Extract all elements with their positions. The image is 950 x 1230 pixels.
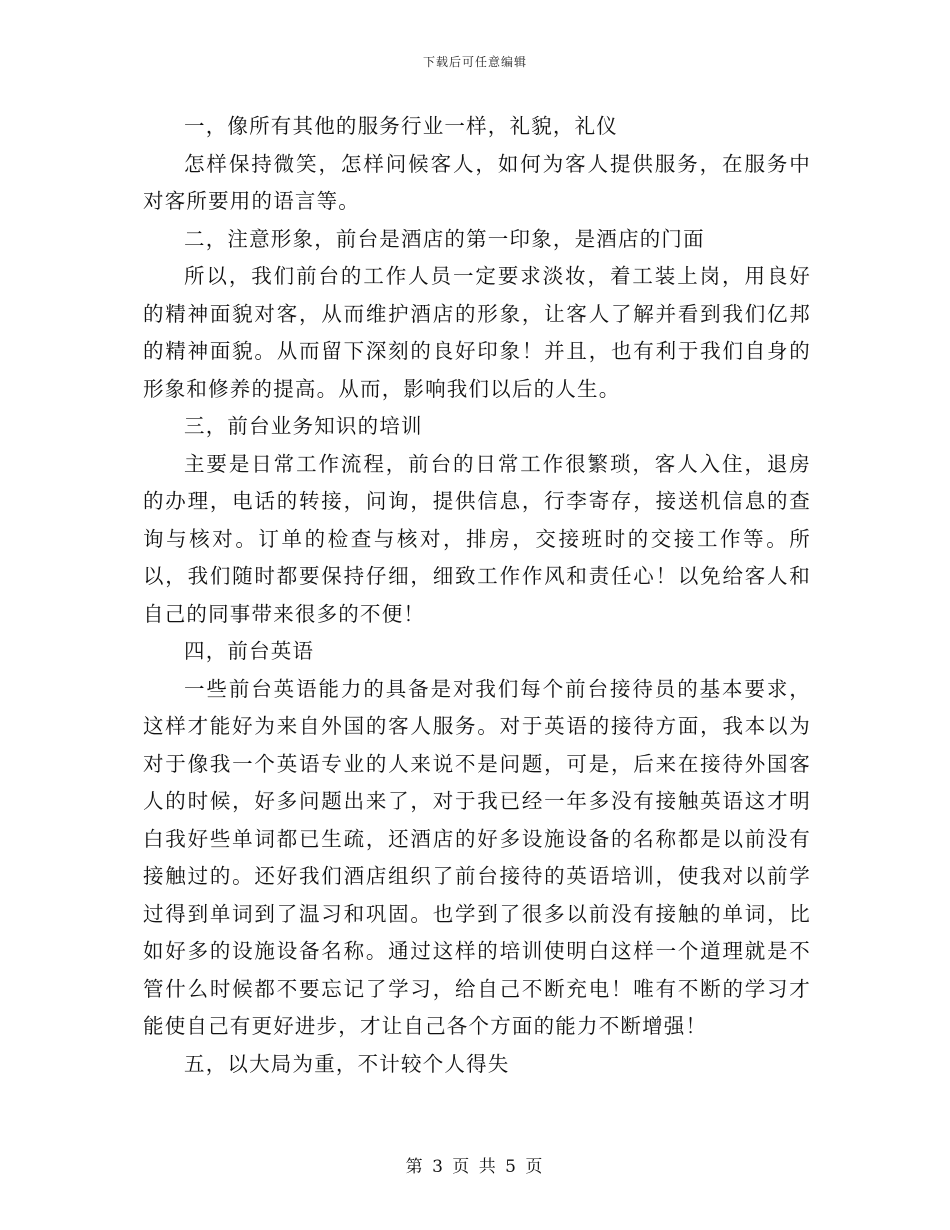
- paragraph: 所以，我们前台的工作人员一定要求淡妆，着工装上岗，用良好的精神面貌对客，从而维护酒店的形象，让客人了解并看到我们亿邦的精神面貌。从而留下深刻的良好印象！并且，也有利于我们自身的形象和修养的提高。从而，影响我们以后的人生。: [143, 264, 811, 401]
- section-heading-2: 二，注意形象，前台是酒店的第一印象，是酒店的门面: [184, 226, 705, 251]
- page-header: 下载后可任意编辑: [422, 55, 527, 69]
- page-footer: 第 3 页 共 5 页: [405, 1157, 545, 1177]
- section-heading-1: 一，像所有其他的服务行业一样，礼貌，礼仪: [184, 114, 618, 138]
- section-heading-5: 五，以大局为重，不计较个人得失: [184, 1051, 510, 1076]
- section-heading-4: 四，前台英语: [184, 639, 315, 663]
- document-body: [143, 108, 811, 1083]
- paragraph: 一些前台英语能力的具备是对我们每个前台接待员的基本要求，这样才能好为来自外国的客人服务。对于英语的接待方面，我本以为对于像我一个英语专业的人来说不是问题，可是，后来在接待外国客人的时候，好多问题出来了，对于我已经一年多没有接触英语这才明白我好些单词都已生疏，还酒店的好多设施设备的名称都是以前没有接触过的。还好我们酒店组织了前台接待的英语培训，使我对以前学过得到单词到了温习和巩固。也学到了很多以前没有接触的单词，比如好多的设施设备名称。通过这样的培训使明白这样一个道理就是不管什么时候都不要忘记了学习，给自己不断充电！唯有不断的学习才能使自己有更好进步，才让自己各个方面的能力不断增强！: [143, 676, 811, 1038]
- section-heading-3: 三，前台业务知识的培训: [184, 414, 423, 438]
- paragraph: 怎样保持微笑，怎样问候客人，如何为客人提供服务，在服务中对客所要用的语言等。: [143, 151, 811, 213]
- paragraph: 主要是日常工作流程，前台的日常工作很繁琐，客人入住，退房的办理，电话的转接，问询，提供信息，行李寄存，接送机信息的查询与核对。订单的检查与核对，排房，交接班时的交接工作等。所以，我们随时都要保持仔细，细致工作作风和责任心！以免给客人和自己的同事带来很多的不便！: [143, 451, 811, 626]
